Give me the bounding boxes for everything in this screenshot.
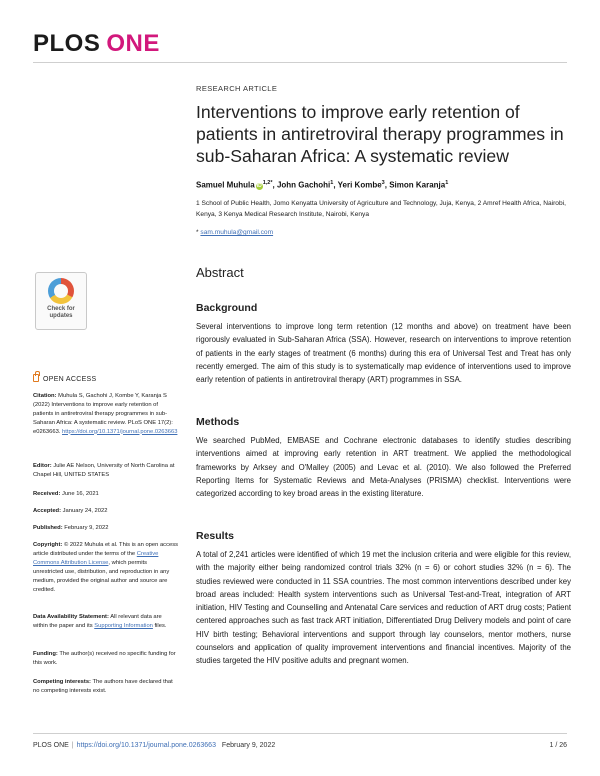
funding <box>33 650 178 668</box>
footer-doi-link[interactable]: https://doi.org/10.1371/journal.pone.0263663 <box>76 742 216 749</box>
open-access-label <box>33 374 96 383</box>
check-updates-line1: Check for <box>47 306 75 312</box>
orcid-icon[interactable]: iD <box>256 182 262 189</box>
crossmark-icon <box>48 278 74 304</box>
citation-label: Citation: <box>33 393 57 399</box>
open-lock-icon <box>33 374 39 382</box>
article-title: Interventions to improve early retention of patients in antiretroviral therapy programmes in sub-Saharan Africa: A systematic review <box>196 102 564 166</box>
email-link[interactable]: sam.muhula@gmail.com <box>200 229 274 236</box>
footer-divider <box>33 733 567 734</box>
copyright-label: Copyright: <box>33 542 63 548</box>
accepted-label: Accepted: <box>33 508 62 514</box>
author-affil: 1 <box>330 180 334 186</box>
editor-label: Editor: <box>33 463 52 469</box>
data-pre: All relevant data are within the paper and its <box>33 614 162 629</box>
logo-plos: PLOS <box>33 30 101 57</box>
check-updates-line2: updates <box>49 313 73 319</box>
author-affil: 1,2* <box>262 180 273 186</box>
logo-one: ONE <box>106 30 160 57</box>
supporting-info-link[interactable]: Supporting Information <box>94 622 153 629</box>
journal-logo[interactable] <box>33 30 160 58</box>
citation <box>33 392 178 437</box>
license-link[interactable]: Creative Commons Attribution License <box>33 550 159 566</box>
methods-text: We searched PubMed, EMBASE and Cochrane electronic databases to identify studies describing interventions aimed at improving early retention in ART treatment. We applied the methodological frameworks by Arksey and O'Malley (2005) and Levac et al. (2010). We also followed the Preferred Reporting Items for Systematic Reviews and Meta-Analyses (PRISMA) checklist. Interventions were categorized according to key broad areas in the existing literature. <box>196 436 571 499</box>
accepted-date <box>33 507 178 516</box>
corresponding-star: * <box>196 229 199 236</box>
published-value: February 9, 2022 <box>64 525 109 531</box>
author-list: Samuel Muhula $iD^{1,2*}$, John Gachohi$^1$, Yeri Kombe$^3$, Simon Karanja$^1$ <box>196 180 449 190</box>
competing-interests <box>33 678 178 696</box>
author-affil: 1 <box>445 180 449 186</box>
page-number: 1 / 26 <box>549 742 567 749</box>
footer-journal: PLOS ONE <box>33 742 69 749</box>
page-footer: PLOS ONE | https://doi.org/10.1371/journal.pone.0263663 February 9, 2022 1 / 26 <box>33 742 567 749</box>
data-label: Data Availability Statement: <box>33 614 109 620</box>
affiliations: 1 School of Public Health, Jomo Kenyatta University of Agriculture and Technology, Juja, Kenya, 2 Amref Health Africa, Nairobi, Kenya, 3 Kenya Medical Research Institute, Nairobi, Kenya <box>196 200 566 218</box>
background-heading: Background <box>196 302 258 314</box>
competing-label: Competing interests: <box>33 679 91 685</box>
citation-text: Muhula S, Gachohi J, Kombe Y, Karanja S (2022) Interventions to improve early retention of patients in antiretroviral therapy programmes in sub-Saharan Africa: A systematic review. PLoS ONE 17(2): e0263663. <box>33 393 173 435</box>
funding-label: Funding: <box>33 651 58 657</box>
background-text: Several interventions to improve long term retention (12 months and above) on treatment have been rigorously evaluated in Sub-Saharan Africa (SSA). However, research on interventions to improve retention of patients in the early stages of treatment (6 months) during this era of Universal Test and Treat has only recently emerged. The aim of this study is to systematically map evidence of interventions used to improve early retention of patients in antiretroviral therapy (ART) programmes in SSA. <box>196 322 571 385</box>
article-type: RESEARCH ARTICLE <box>196 84 278 93</box>
author-name[interactable]: John Gachohi <box>276 180 331 190</box>
copyright-post: , which permits unrestricted use, distribution, and reproduction in any medium, provided the original author and source are credited. <box>33 559 170 593</box>
check-for-updates-badge[interactable] <box>35 272 87 330</box>
author-name[interactable]: Yeri Kombe <box>337 180 382 190</box>
methods-heading: Methods <box>196 416 240 428</box>
author-name[interactable]: Samuel Muhula <box>196 180 255 190</box>
received-label: Received: <box>33 491 61 497</box>
citation-doi-link[interactable]: https://doi.org/10.1371/journal.pone.0263663 <box>62 428 178 435</box>
header-divider <box>33 62 567 63</box>
competing-text: The authors have declared that no competing interests exist. <box>33 679 173 694</box>
abstract-heading: Abstract <box>196 265 244 280</box>
data-availability <box>33 613 178 631</box>
copyright <box>33 541 178 594</box>
published-date <box>33 524 178 533</box>
copyright-pre: © 2022 Muhula et al. This is an open access article distributed under the terms of the <box>33 542 178 557</box>
editor <box>33 462 178 480</box>
results-text: A total of 2,241 articles were identified of which 19 met the inclusion criteria and were eligible for this review, with the majority either being randomized control trials 32% (n = 6) or cohort studies 32% (n = 6). The studies reviewed were conducted in 11 SSA countries. The most common interventions described under key broad areas included: Health system interventions such as Universal Test-and-Treat, integration of ART initiation, HIV Testing and Counselling and Antenatal Care services and reduction of ART drug costs; Patient centered approaches such as fast track ART initiation, Differentiated Drug Delivery models and point of care HIV birth testing; Behavioral interventions and support through lay counselors, mentor mothers, nurse counselors and application of quality improvement interventions and financial incentives. Majority of the studies targeted the HIV positive adults and pregnant women. <box>196 550 571 666</box>
corresponding-email <box>196 229 571 236</box>
received-date <box>33 490 178 499</box>
received-value: June 16, 2021 <box>62 491 99 497</box>
author-affil: 3 <box>381 180 385 186</box>
editor-text: Julie AE Nelson, University of North Carolina at Chapel Hill, UNITED STATES <box>33 463 175 478</box>
funding-text: The author(s) received no specific funding for this work. <box>33 651 176 666</box>
footer-date: February 9, 2022 <box>221 742 276 749</box>
accepted-value: January 24, 2022 <box>62 508 108 514</box>
author-name[interactable]: Simon Karanja <box>389 180 446 190</box>
published-label: Published: <box>33 525 63 531</box>
data-post: files. <box>154 622 167 629</box>
results-heading: Results <box>196 530 234 542</box>
open-access-text: OPEN ACCESS <box>43 376 97 383</box>
